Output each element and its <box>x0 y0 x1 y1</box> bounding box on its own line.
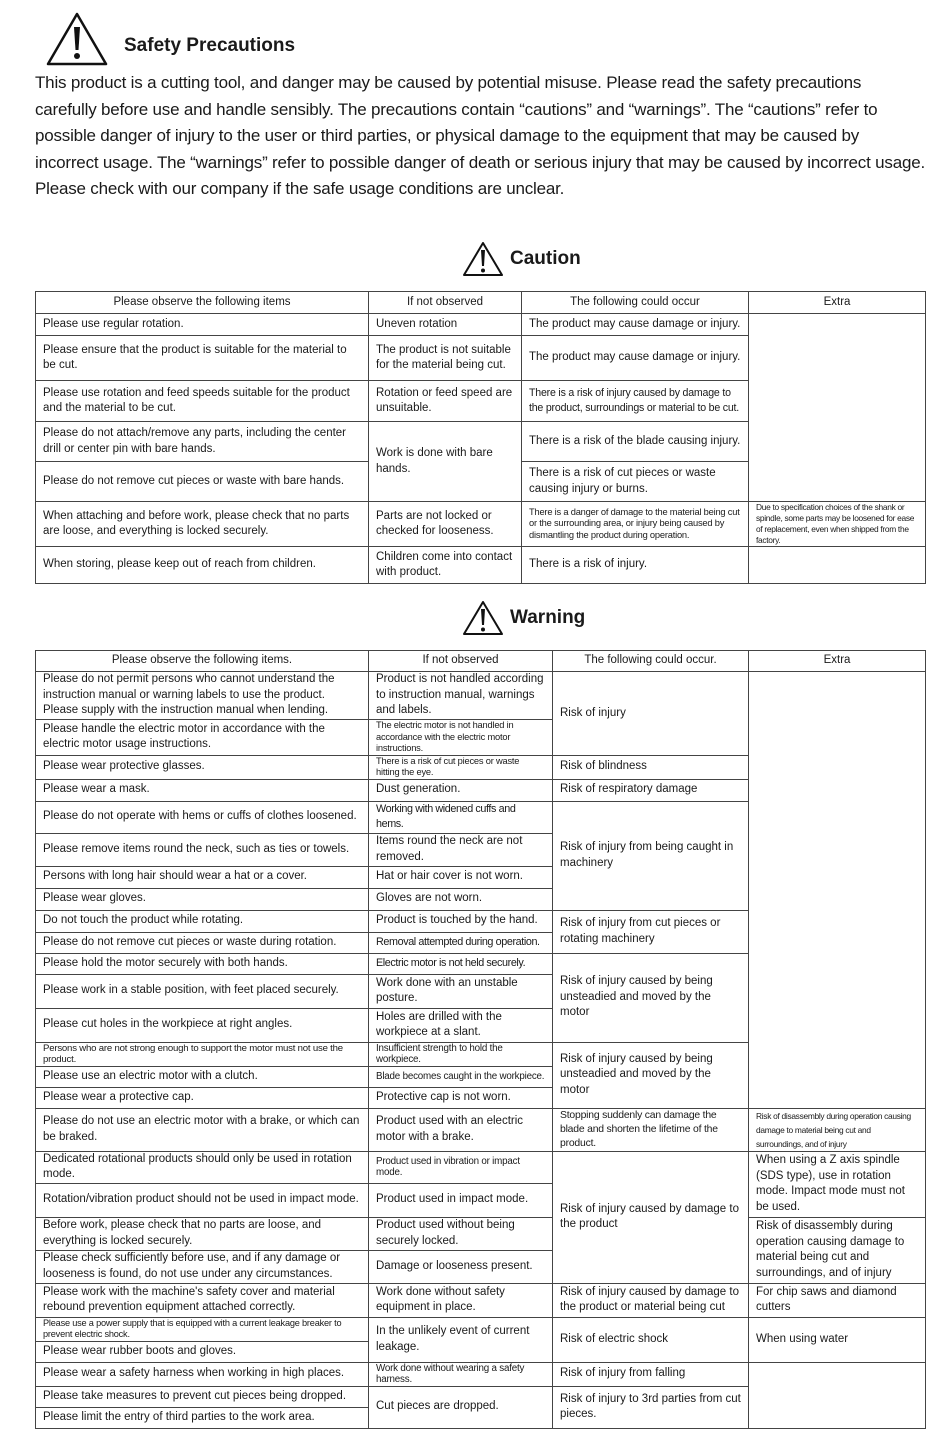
observe-cell: Please use an electric motor with a clutch. <box>36 1066 369 1087</box>
observe-cell: Please limit the entry of third parties to the work area. <box>36 1407 369 1428</box>
if-not-cell: Blade becomes caught in the workpiece. <box>369 1066 553 1087</box>
if-not-cell: Items round the neck are not removed. <box>369 833 553 866</box>
occur-cell: Risk of electric shock <box>553 1317 749 1362</box>
observe-cell: Do not touch the product while rotating. <box>36 910 369 932</box>
if-not-cell: The electric motor is not handled in accordance with the electric motor instructions. <box>369 720 553 756</box>
observe-cell: Please do not attach/remove any parts, including the center drill or center pin with bare hands. <box>36 422 369 462</box>
table-row <box>36 1217 926 1250</box>
if-not-cell: There is a risk of cut pieces or waste hitting the eye. <box>369 755 553 779</box>
extra-cell: When using water <box>749 1317 926 1362</box>
extra-cell: Risk of disassembly during operation causing damage to material being cut and surroundings, and of injury <box>749 1217 926 1283</box>
table-row <box>36 314 926 336</box>
extra-cell <box>749 1362 926 1428</box>
observe-cell: Please wear a safety harness when working in high places. <box>36 1362 369 1386</box>
caution-title: Caution <box>510 248 581 269</box>
observe-cell: Please hold the motor securely with both hands. <box>36 953 369 974</box>
observe-cell: Please cut holes in the workpiece at right angles. <box>36 1008 369 1042</box>
table-row <box>36 1151 926 1183</box>
header-extra: Extra <box>749 292 926 314</box>
observe-cell: Persons who are not strong enough to support the motor must not use the product. <box>36 1042 369 1066</box>
observe-cell: Please do not permit persons who cannot understand the instruction manual or warning labels to use the product. Please supply with the instruction manual when lending. <box>36 672 369 720</box>
if-not-cell: Working with widened cuffs and hems. <box>369 801 553 833</box>
observe-cell: Please wear a protective cap. <box>36 1087 369 1108</box>
observe-cell: Please wear a mask. <box>36 779 369 801</box>
header-observe: Please observe the following items. <box>36 651 369 672</box>
extra-cell: When using a Z axis spindle (SDS type), use in rotation mode. Impact mode must not be used. <box>749 1151 926 1217</box>
occur-cell: Risk of blindness <box>553 755 749 779</box>
if-not-cell: Product used without being securely locked. <box>369 1217 553 1250</box>
occur-cell: Stopping suddenly can damage the blade and shorten the lifetime of the product. <box>553 1108 749 1151</box>
header-occur: The following could occur. <box>553 651 749 672</box>
occur-cell: There is a danger of damage to the material being cut or the surrounding area, or injury being caused by dismantling the product during operation. <box>522 502 749 547</box>
table-row <box>36 502 926 547</box>
header-if-not: If not observed <box>369 651 553 672</box>
table-row <box>36 1108 926 1151</box>
occur-cell: There is a risk of cut pieces or waste causing injury or burns. <box>522 462 749 502</box>
caution-triangle-icon <box>462 241 504 277</box>
observe-cell: Please do not remove cut pieces or waste during rotation. <box>36 932 369 953</box>
occur-cell: Risk of injury from being caught in machinery <box>553 801 749 910</box>
observe-cell: Before work, please check that no parts are loose, and everything is locked securely. <box>36 1217 369 1250</box>
if-not-cell: Uneven rotation <box>369 314 522 336</box>
observe-cell: When attaching and before work, please check that no parts are loose, and everything is locked securely. <box>36 502 369 547</box>
warning-title: Warning <box>510 607 586 628</box>
intro-paragraph: This product is a cutting tool, and danger may be caused by potential misuse. Please read the safety precautions carefully before use and handle sensibly. The precautions contain “cautions” and “warnings”. The “cautions” refer to possible danger of injury to the user or third parties, or physical damage to the equipment that may be caused by incorrect usage. The “warnings” refer to possible danger of death or serious injury that may be caused by incorrect usage. Please check with our company if the safe usage conditions are unclear. <box>35 73 925 198</box>
table-row <box>36 1283 926 1317</box>
if-not-cell: Removal attempted during operation. <box>369 932 553 953</box>
observe-cell: Please work with the machine's safety cover and material rebound prevention equipment attached correctly. <box>36 1283 369 1317</box>
observe-cell: Please ensure that the product is suitable for the material to be cut. <box>36 336 369 381</box>
if-not-cell: Damage or looseness present. <box>369 1250 553 1283</box>
if-not-cell: Hat or hair cover is not worn. <box>369 866 553 888</box>
occur-cell: Risk of injury from cut pieces or rotating machinery <box>553 910 749 953</box>
if-not-cell: Work done with an unstable posture. <box>369 974 553 1008</box>
if-not-cell: Insufficient strength to hold the workpiece. <box>369 1042 553 1066</box>
if-not-cell: Rotation or feed speed are unsuitable. <box>369 381 522 422</box>
occur-cell: Risk of injury caused by being unsteadied and moved by the motor <box>553 953 749 1042</box>
observe-cell: Please wear gloves. <box>36 888 369 910</box>
table-row <box>36 547 926 584</box>
header-occur: The following could occur <box>522 292 749 314</box>
warning-table <box>35 650 926 1429</box>
if-not-cell: Gloves are not worn. <box>369 888 553 910</box>
observe-cell: Please remove items round the neck, such as ties or towels. <box>36 833 369 866</box>
observe-cell: Please do not operate with hems or cuffs of clothes loosened. <box>36 801 369 833</box>
table-row <box>36 1362 926 1386</box>
if-not-cell: Product used in impact mode. <box>369 1183 553 1217</box>
caution-header-row <box>36 292 926 314</box>
warning-heading <box>462 600 585 636</box>
observe-cell: Persons with long hair should wear a hat or a cover. <box>36 866 369 888</box>
if-not-cell: Product is not handled according to instruction manual, warnings and labels. <box>369 672 553 720</box>
if-not-cell: Electric motor is not held securely. <box>369 953 553 974</box>
if-not-cell: Product is touched by the hand. <box>369 910 553 932</box>
warning-triangle-icon <box>46 12 108 66</box>
occur-cell: Risk of injury caused by damage to the product <box>553 1151 749 1283</box>
observe-cell: Please do not remove cut pieces or waste with bare hands. <box>36 462 369 502</box>
occur-cell: Risk of injury to 3rd parties from cut pieces. <box>553 1386 749 1428</box>
warning-header-row <box>36 651 926 672</box>
observe-cell: When storing, please keep out of reach from children. <box>36 547 369 584</box>
extra-cell <box>749 314 926 502</box>
page-title: Safety Precautions <box>124 35 296 56</box>
if-not-cell: Children come into contact with product. <box>369 547 522 584</box>
observe-cell: Please use rotation and feed speeds suitable for the product and the material to be cut. <box>36 381 369 422</box>
occur-cell: There is a risk of injury caused by damage to the product, surroundings or material to be cut. <box>522 381 749 422</box>
occur-cell: There is a risk of injury. <box>522 547 749 584</box>
header-observe: Please observe the following items <box>36 292 369 314</box>
if-not-cell: In the unlikely event of current leakage. <box>369 1317 553 1362</box>
occur-cell: Risk of injury caused by being unsteadied and moved by the motor <box>553 1042 749 1108</box>
if-not-cell: The product is not suitable for the material being cut. <box>369 336 522 381</box>
observe-cell: Please use a power supply that is equipped with a current leakage breaker to prevent electric shock. <box>36 1317 369 1341</box>
observe-cell: Please take measures to prevent cut pieces being dropped. <box>36 1386 369 1407</box>
observe-cell: Dedicated rotational products should only be used in rotation mode. <box>36 1151 369 1183</box>
if-not-cell: Product used in vibration or impact mode. <box>369 1151 553 1183</box>
occur-cell: Risk of injury <box>553 672 749 756</box>
caution-table <box>35 291 926 584</box>
if-not-cell: Work is done with bare hands. <box>369 422 522 502</box>
if-not-cell: Work done without wearing a safety harness. <box>369 1362 553 1386</box>
occur-cell: Risk of injury caused by damage to the product or material being cut <box>553 1283 749 1317</box>
if-not-cell: Parts are not locked or checked for looseness. <box>369 502 522 547</box>
observe-cell: Please use regular rotation. <box>36 314 369 336</box>
if-not-cell: Dust generation. <box>369 779 553 801</box>
observe-cell: Please wear rubber boots and gloves. <box>36 1341 369 1362</box>
observe-cell: Please handle the electric motor in accordance with the electric motor usage instructions. <box>36 720 369 756</box>
if-not-cell: Holes are drilled with the workpiece at a slant. <box>369 1008 553 1042</box>
observe-cell: Please wear protective glasses. <box>36 755 369 779</box>
observe-cell: Please check sufficiently before use, and if any damage or looseness is found, do not use under any circumstances. <box>36 1250 369 1283</box>
extra-cell: Due to specification choices of the shank or spindle, some parts may be loosened for ease of replacement, even when shipped from the factory. <box>749 502 926 547</box>
if-not-cell: Cut pieces are dropped. <box>369 1386 553 1428</box>
if-not-cell: Product used with an electric motor with a brake. <box>369 1108 553 1151</box>
warning-triangle-icon <box>462 600 504 636</box>
observe-cell: Rotation/vibration product should not be used in impact mode. <box>36 1183 369 1217</box>
safety-precautions-header <box>46 12 295 66</box>
observe-cell: Please work in a stable position, with feet placed securely. <box>36 974 369 1008</box>
table-row <box>36 672 926 720</box>
occur-cell: The product may cause damage or injury. <box>522 314 749 336</box>
if-not-cell: Work done without safety equipment in place. <box>369 1283 553 1317</box>
table-row <box>36 1317 926 1341</box>
if-not-cell: Protective cap is not worn. <box>369 1087 553 1108</box>
occur-cell: The product may cause damage or injury. <box>522 336 749 381</box>
extra-cell <box>749 547 926 584</box>
header-extra: Extra <box>749 651 926 672</box>
caution-heading <box>462 241 581 277</box>
header-if-not: If not observed <box>369 292 522 314</box>
occur-cell: Risk of respiratory damage <box>553 779 749 801</box>
observe-cell: Please do not use an electric motor with a brake, or which can be braked. <box>36 1108 369 1151</box>
extra-cell <box>749 672 926 1109</box>
extra-cell: Risk of disassembly during operation causing damage to material being cut and surroundings, and of injury <box>749 1108 926 1151</box>
occur-cell: Risk of injury from falling <box>553 1362 749 1386</box>
extra-cell: For chip saws and diamond cutters <box>749 1283 926 1317</box>
occur-cell: There is a risk of the blade causing injury. <box>522 422 749 462</box>
